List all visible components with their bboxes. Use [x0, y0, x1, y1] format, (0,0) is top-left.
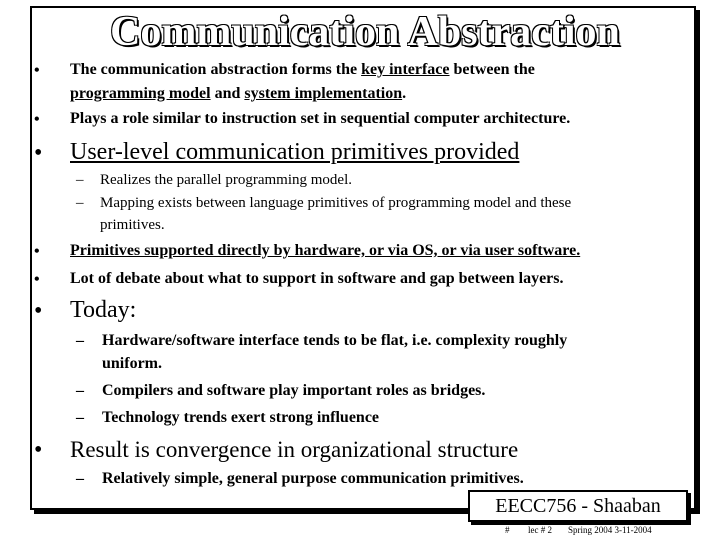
- dash-mark: –: [76, 409, 84, 426]
- subitem-mapping-cont: primitives.: [100, 217, 165, 233]
- bullet-dot: •: [34, 243, 40, 260]
- heading-user-level-primitives: User-level communication primitives provided: [70, 139, 520, 165]
- heading-today: Today:: [70, 297, 137, 323]
- bullet-dot: •: [34, 111, 40, 128]
- bullet-dot: •: [34, 298, 43, 324]
- course-badge: EECC756 - Shaaban: [468, 490, 688, 522]
- bullet-dot: •: [34, 140, 43, 166]
- footer-date: Spring 2004 3-11-2004: [568, 525, 652, 535]
- dash-mark: –: [76, 172, 84, 188]
- bullet-debate: Lot of debate about what to support in software and gap between layers.: [70, 270, 564, 287]
- today-flat-interface: Hardware/software interface tends to be flat, i.e. complexity roughly: [102, 332, 568, 349]
- today-compilers: Compilers and software play important roles as bridges.: [102, 382, 486, 399]
- heading-convergence: Result is convergence in organizational structure: [70, 437, 519, 462]
- subitem-realizes-model: Realizes the parallel programming model.: [100, 172, 352, 188]
- bullet-dot: •: [34, 271, 40, 288]
- subitem-mapping: Mapping exists between language primitives of programming model and these: [100, 195, 572, 211]
- dash-mark: –: [76, 332, 84, 349]
- bullet-dot: •: [34, 62, 40, 79]
- footer-hash: #: [505, 525, 510, 535]
- bullet-primitives-supported: Primitives supported directly by hardware, or via OS, or via user software.: [70, 242, 581, 259]
- bullet-dot: •: [34, 437, 43, 463]
- bullet-instruction-set: Plays a role similar to instruction set in sequential computer architecture.: [70, 110, 571, 127]
- dash-mark: –: [76, 195, 84, 211]
- dash-mark: –: [76, 382, 84, 399]
- today-technology-trends: Technology trends exert strong influence: [102, 409, 380, 426]
- bullet-key-interface-cont: programming model and system implementation.: [70, 85, 407, 102]
- footer-lecture: lec # 2: [528, 525, 552, 535]
- today-flat-interface-cont: uniform.: [102, 355, 162, 372]
- convergence-simple-primitives: Relatively simple, general purpose communication primitives.: [102, 470, 524, 487]
- dash-mark: –: [76, 470, 84, 487]
- bullet-key-interface: The communication abstraction forms the key interface between the: [70, 61, 535, 78]
- slide-title: Communication Abstraction: [110, 9, 620, 55]
